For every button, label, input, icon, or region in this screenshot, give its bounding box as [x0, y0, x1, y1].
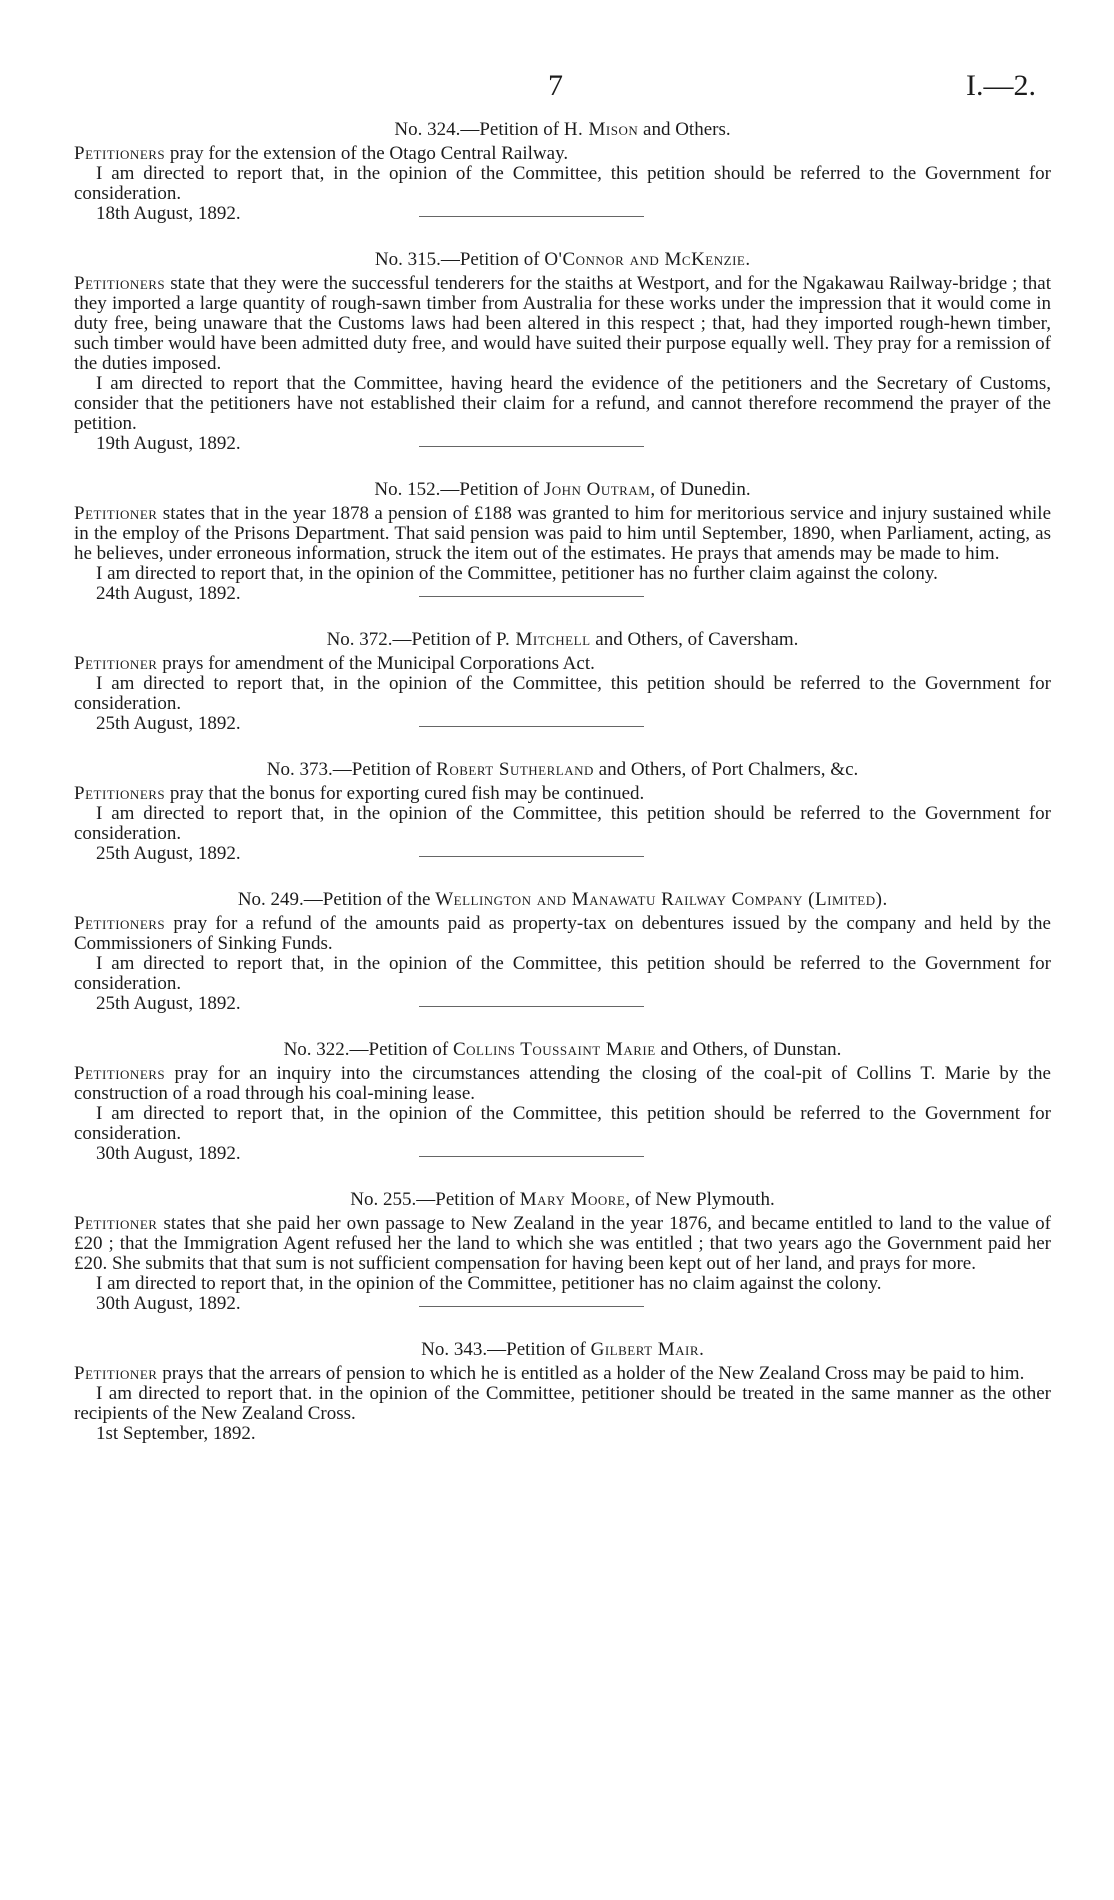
committee-report: I am directed to report that, in the opinion of the Committee, this petition should be referred to the Government for consideration. — [74, 163, 1051, 204]
petition-entry — [74, 628, 1051, 736]
petitioner-name: Robert Sutherland — [436, 759, 594, 780]
committee-report: I am directed to report that, in the opinion of the Committee, this petition should be referred to the Government for consideration. — [74, 1103, 1051, 1144]
petitioner-lead: Petitioners — [74, 913, 166, 934]
section-divider — [419, 596, 644, 597]
petitions-list — [74, 118, 1051, 1446]
committee-report: I am directed to report that, in the opinion of the Committee, petitioner has no further claim against the colony. — [96, 563, 938, 584]
date-row — [74, 1424, 1051, 1446]
report-date: 19th August, 1892. — [96, 433, 241, 454]
petition-title-suffix: . — [882, 889, 888, 910]
statement-text: states that she paid her own passage to New Zealand in the year 1876, and became entitled to land to the value of £20 ; that the Immigration Agent refused her the land to which she was entitled ; that two years ago the Government paid her £20. She submits that that sum is not sufficient compensation for having been kept out of her land, and prays for more. — [74, 1213, 1051, 1274]
statement-text: prays that the arrears of pension to which he is entitled as a holder of the New Zealand Cross may be paid to him. — [157, 1363, 1025, 1384]
date-row — [74, 994, 1051, 1016]
petition-statement — [74, 504, 1051, 564]
petition-statement — [74, 1364, 1051, 1384]
petition-statement — [74, 274, 1051, 374]
petitioner-name: H. Mison — [563, 119, 639, 140]
petition-entry — [74, 1338, 1051, 1446]
petition-number: No. 255.—Petition of — [350, 1189, 520, 1210]
petition-title-suffix: and Others, of Dunstan. — [655, 1039, 842, 1060]
petition-title — [74, 1038, 1051, 1061]
report-date: 25th August, 1892. — [96, 713, 241, 734]
petition-title — [74, 758, 1051, 781]
petitioner-lead: Petitioner — [74, 503, 158, 524]
petitioner-name: Mary Moore — [519, 1189, 626, 1210]
statement-text: prays for amendment of the Municipal Corporations Act. — [157, 653, 595, 674]
petition-title — [74, 888, 1051, 911]
petition-statement — [74, 1214, 1051, 1274]
petitioner-name: Wellington and Manawatu Railway Company (Limited) — [435, 889, 883, 910]
statement-text: pray that the bonus for exporting cured fish may be continued. — [165, 783, 645, 804]
petition-title — [74, 628, 1051, 651]
petition-entry — [74, 1038, 1051, 1166]
statement-text: pray for a refund of the amounts paid as property-tax on debentures issued by the company and held by the Commissioners of Sinking Funds. — [74, 913, 1051, 954]
section-divider — [419, 726, 644, 727]
date-row — [74, 434, 1051, 456]
report-date: 18th August, 1892. — [96, 203, 241, 224]
petition-number: No. 324.—Petition of — [394, 119, 564, 140]
paper-reference: I.—2. — [966, 69, 1036, 102]
petition-entry — [74, 118, 1051, 226]
section-divider — [419, 856, 644, 857]
petition-number: No. 372.—Petition of — [326, 629, 496, 650]
section-divider — [419, 446, 644, 447]
date-row — [74, 714, 1051, 736]
petition-title-suffix: and Others, of Caversham. — [590, 629, 799, 650]
petition-title — [74, 1338, 1051, 1361]
section-divider — [419, 1156, 644, 1157]
date-row — [74, 584, 1051, 606]
petitioner-lead: Petitioner — [74, 1213, 158, 1234]
section-divider — [419, 1006, 644, 1007]
petition-entry — [74, 248, 1051, 456]
petition-number: No. 152.—Petition of — [374, 479, 544, 500]
petitioner-name: John Outram — [543, 479, 651, 500]
petition-statement — [74, 144, 1051, 164]
committee-report: I am directed to report that the Committee, having heard the evidence of the petitioners and the Secretary of Customs, consider that the petitioners have not established their claim for a refund, and cannot therefore recommend the prayer of the petition. — [74, 373, 1051, 434]
petition-title — [74, 248, 1051, 271]
committee-report: I am directed to report that, in the opinion of the Committee, this petition should be referred to the Government for consideration. — [74, 673, 1051, 714]
petition-entry — [74, 478, 1051, 606]
petition-number: No. 322.—Petition of — [283, 1039, 453, 1060]
report-date: 30th August, 1892. — [96, 1143, 241, 1164]
petition-statement — [74, 914, 1051, 954]
petition-statement — [74, 1064, 1051, 1104]
petition-title-suffix: , of Dunedin. — [650, 479, 751, 500]
petitioner-lead: Petitioners — [74, 143, 166, 164]
committee-report: I am directed to report that. in the opinion of the Committee, petitioner should be treated in the same manner as the other recipients of the New Zealand Cross. — [74, 1383, 1051, 1424]
page-number: 7 — [548, 69, 563, 102]
date-row — [74, 844, 1051, 866]
petitioner-lead: Petitioners — [74, 1063, 166, 1084]
date-row — [74, 1144, 1051, 1166]
report-date: 1st September, 1892. — [96, 1423, 256, 1444]
petition-title-suffix: . — [699, 1339, 704, 1360]
committee-report: I am directed to report that, in the opinion of the Committee, this petition should be referred to the Government for consideration. — [74, 803, 1051, 844]
statement-text: pray for an inquiry into the circumstances attending the closing of the coal-pit of Collins T. Marie by the construction of a road through his coal-mining lease. — [74, 1063, 1051, 1104]
petition-entry — [74, 1188, 1051, 1316]
report-date: 25th August, 1892. — [96, 843, 241, 864]
petitioner-name: Collins Toussaint Marie — [453, 1039, 656, 1060]
petition-entry — [74, 758, 1051, 866]
page-header — [0, 66, 1114, 106]
petition-entry — [74, 888, 1051, 1016]
statement-text: states that in the year 1878 a pension of £188 was granted to him for meritorious service and injury sustained while in the employ of the Prisons Department. That said pension was paid to him until September, 1890, when Parliament, acting, as he believes, under erroneous information, struck the item out of the estimates. He prays that amends may be made to him. — [74, 503, 1051, 564]
petitioner-lead: Petitioner — [74, 653, 158, 674]
petitioner-lead: Petitioners — [74, 783, 166, 804]
petition-title — [74, 1188, 1051, 1211]
committee-report: I am directed to report that, in the opinion of the Committee, petitioner has no claim against the colony. — [96, 1273, 882, 1294]
section-divider — [419, 1306, 644, 1307]
petitioner-lead: Petitioner — [74, 1363, 158, 1384]
petitioner-name: P. Mitchell — [496, 629, 591, 650]
petition-title-suffix: and Others, of Port Chalmers, &c. — [593, 759, 859, 780]
petitioner-lead: Petitioners — [74, 273, 166, 294]
report-date: 25th August, 1892. — [96, 993, 241, 1014]
date-row — [74, 204, 1051, 226]
petition-title — [74, 118, 1051, 141]
committee-report: I am directed to report that, in the opinion of the Committee, this petition should be referred to the Government for consideration. — [74, 953, 1051, 994]
statement-text: state that they were the successful tenderers for the staiths at Westport, and for the Ngakawau Railway-bridge ; that they imported a large quantity of rough-sawn timber from Australia for these works under the impression that it would come in duty free, being unaware that the Customs laws had been altered in this respect ; that, had they imported rough-hewn timber, such timber would have been admitted duty free, and would have suited their purpose equally well. They pray for a remission of the duties imposed. — [74, 273, 1051, 374]
petition-number: No. 315.—Petition of — [374, 249, 545, 270]
petition-statement — [74, 654, 1051, 674]
petition-title — [74, 478, 1051, 501]
statement-text: pray for the extension of the Otago Central Railway. — [165, 143, 569, 164]
report-date: 30th August, 1892. — [96, 1293, 241, 1314]
petition-title-suffix: . — [745, 249, 751, 270]
report-date: 24th August, 1892. — [96, 583, 241, 604]
petition-statement — [74, 784, 1051, 804]
petitioner-name: O'Connor and McKenzie — [544, 249, 746, 270]
petition-number: No. 249.—Petition of the — [237, 889, 436, 910]
section-divider — [419, 216, 644, 217]
date-row — [74, 1294, 1051, 1316]
petition-title-suffix: and Others. — [638, 119, 731, 140]
petition-number: No. 343.—Petition of — [421, 1339, 591, 1360]
petition-number: No. 373.—Petition of — [266, 759, 437, 780]
petition-title-suffix: , of New Plymouth. — [625, 1189, 775, 1210]
petitioner-name: Gilbert Mair — [590, 1339, 700, 1360]
